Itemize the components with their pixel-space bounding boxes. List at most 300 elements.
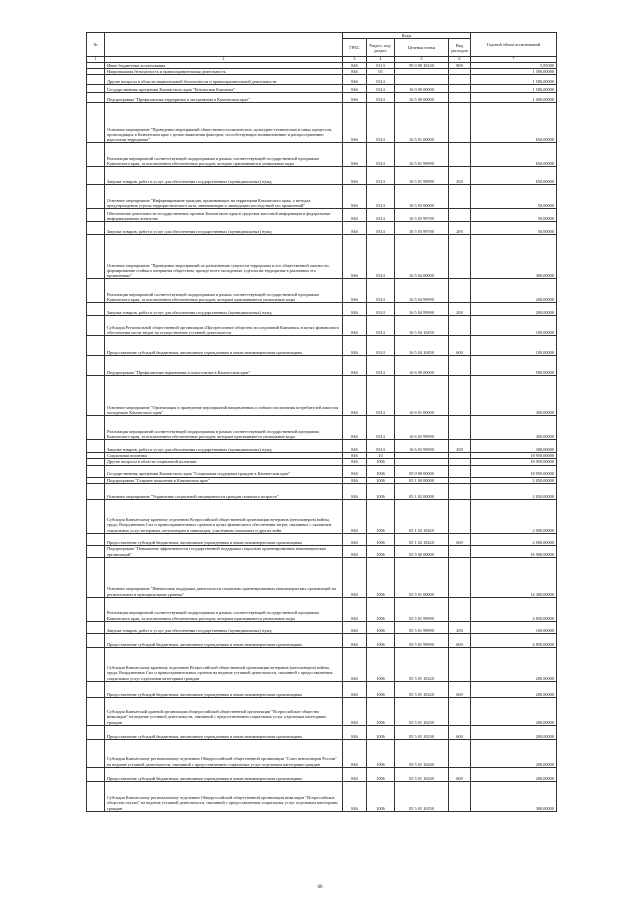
row-grbs-cell: 846	[343, 621, 367, 633]
table-row	[87, 483, 557, 499]
row-name-cell: Основное мероприятие "Управление социальной защищенности граждан пожилого возраста"	[105, 483, 343, 499]
row-grbs-cell: 846	[343, 533, 367, 545]
row-name-cell: Другие вопросы в области социальной политики	[105, 459, 343, 465]
row-section-cell: 0113	[367, 62, 395, 68]
row-grbs-cell: 846	[343, 376, 367, 416]
row-section-cell: 1006	[367, 781, 395, 811]
col-number-5: 5	[395, 57, 449, 63]
table-row	[87, 767, 557, 781]
row-vid-cell	[449, 499, 471, 533]
row-grbs-cell: 846	[343, 597, 367, 621]
row-sum-cell: 200,00000	[471, 725, 557, 739]
col-number-2: 2	[105, 57, 343, 63]
row-sum-cell: 18 950,00000	[471, 459, 557, 465]
row-name-cell: Подпрограмма "Профилактика наркомании и алкоголизма в Камчатском крае"	[105, 356, 343, 376]
row-sum-cell: 300,00000	[471, 235, 557, 279]
row-grbs-cell: 846	[343, 647, 367, 681]
row-grbs-cell: 846	[343, 483, 367, 499]
row-section-cell: 10	[367, 453, 395, 459]
row-number-cell	[87, 376, 105, 416]
row-name-cell: Социальная политика	[105, 453, 343, 459]
row-section-cell: 1006	[367, 633, 395, 647]
row-grbs-cell: 846	[343, 739, 367, 767]
row-grbs-cell: 846	[343, 75, 367, 85]
row-grbs-cell: 846	[343, 303, 367, 316]
row-number-cell	[87, 545, 105, 557]
row-grbs-cell: 846	[343, 336, 367, 356]
row-number-cell	[87, 303, 105, 316]
row-number-cell	[87, 697, 105, 725]
row-number-cell	[87, 440, 105, 453]
row-target-cell: 16 6 03 99990	[395, 416, 449, 440]
row-sum-cell: 1 500,00000	[471, 75, 557, 85]
row-number-cell	[87, 557, 105, 597]
row-section-cell: 0314	[367, 93, 395, 103]
row-sum-cell: 200,00000	[471, 647, 557, 681]
row-sum-cell: 650,00000	[471, 103, 557, 143]
table-row	[87, 440, 557, 453]
row-number-cell	[87, 483, 105, 499]
row-sum-cell: 100,00000	[471, 316, 557, 336]
table-row	[87, 143, 557, 167]
table-row	[87, 85, 557, 93]
col-number-3: 3	[343, 57, 367, 63]
row-sum-cell: 50,00000	[471, 222, 557, 235]
row-name-cell: Реализация мероприятий соответствующей подпрограммы в рамках соответствующей государственной программы Камчатского края, за исключением обеспеченных расходов, которые присваиваются уникальные коды	[105, 143, 343, 167]
table-row	[87, 235, 557, 279]
row-number-cell	[87, 597, 105, 621]
row-number-cell	[87, 499, 105, 533]
row-number-cell	[87, 316, 105, 336]
table-row	[87, 416, 557, 440]
row-vid-cell	[449, 209, 471, 222]
row-grbs-cell: 846	[343, 93, 367, 103]
row-name-cell: Субсидия Региональной общественной организации «Прогрессивное общество исследований Камчатки» в целях финансового обеспечения части затрат на осуществление уставной деятельности	[105, 316, 343, 336]
row-name-cell: Субсидия Камчатскому региональному отделению Общероссийской общественной организации "Союз пенсионеров России" на ведение уставной деятельности, связанной с предоставлением социальных услуг отдельным категориям граждан	[105, 739, 343, 767]
table-row	[87, 303, 557, 316]
row-section-cell: 0314	[367, 167, 395, 185]
row-number-cell	[87, 85, 105, 93]
row-number-cell	[87, 767, 105, 781]
table-row	[87, 93, 557, 103]
col-number-4: 4	[367, 57, 395, 63]
row-section-cell: 1006	[367, 697, 395, 725]
header-target: Целевая статья	[395, 39, 449, 57]
table-row	[87, 316, 557, 336]
row-sum-cell: 100,00000	[471, 621, 557, 633]
row-section-cell: 1006	[367, 739, 395, 767]
row-grbs-cell: 846	[343, 222, 367, 235]
row-name-cell: Государственная программа Камчатского края "Социальная поддержка граждан в Камчатском крае"	[105, 465, 343, 477]
row-target-cell: 05 5 01 99990	[395, 633, 449, 647]
row-number-cell	[87, 621, 105, 633]
row-vid-cell	[449, 647, 471, 681]
row-target-cell: 05 5 01 10240	[395, 767, 449, 781]
row-vid-cell: 600	[449, 533, 471, 545]
row-sum-cell: 18 950,00000	[471, 465, 557, 477]
row-vid-cell	[449, 739, 471, 767]
row-number-cell	[87, 725, 105, 739]
row-grbs-cell: 846	[343, 453, 367, 459]
row-target-cell: 16 0 00 00000	[395, 85, 449, 93]
row-number-cell	[87, 143, 105, 167]
row-vid-cell: 600	[449, 336, 471, 356]
row-section-cell: 0314	[367, 376, 395, 416]
row-number-cell	[87, 279, 105, 303]
header-grbs: ГРБС	[343, 39, 367, 57]
row-vid-cell	[449, 465, 471, 477]
row-grbs-cell: 846	[343, 465, 367, 477]
table-row	[87, 336, 557, 356]
col-number-7: 7	[471, 57, 557, 63]
row-target-cell: 05 5 01 99990	[395, 597, 449, 621]
row-sum-cell: 300,00000	[471, 416, 557, 440]
row-section-cell: 0314	[367, 416, 395, 440]
row-number-cell	[87, 356, 105, 376]
col-number-1: 1	[87, 57, 105, 63]
row-section-cell: 1006	[367, 597, 395, 621]
row-target-cell: 05 5 01 10220	[395, 681, 449, 697]
row-vid-cell: 200	[449, 440, 471, 453]
row-section-cell: 1006	[367, 681, 395, 697]
header-num: №	[87, 33, 105, 57]
row-grbs-cell: 846	[343, 681, 367, 697]
row-grbs-cell: 846	[343, 279, 367, 303]
row-sum-cell: 100,00000	[471, 336, 557, 356]
row-vid-cell: 600	[449, 633, 471, 647]
table-row	[87, 75, 557, 85]
row-section-cell: 1006	[367, 621, 395, 633]
row-sum-cell: 14 300,00000	[471, 557, 557, 597]
row-section-cell: 1006	[367, 465, 395, 477]
row-name-cell: Предоставление субсидий бюджетным, автономным учреждениям и иным некоммерческим организациям	[105, 681, 343, 697]
row-grbs-cell: 846	[343, 62, 367, 68]
row-sum-cell: 2 000,00000	[471, 533, 557, 545]
row-number-cell	[87, 681, 105, 697]
row-section-cell: 0314	[367, 336, 395, 356]
row-grbs-cell: 846	[343, 545, 367, 557]
row-sum-cell: 1 500,00000	[471, 68, 557, 74]
row-vid-cell: 600	[449, 681, 471, 697]
row-name-cell: Подпрограмма "Повышение эффективности государственной поддержки социально ориентированных некоммерческих организаций"	[105, 545, 343, 557]
row-sum-cell: 4 850,00000	[471, 597, 557, 621]
row-number-cell	[87, 93, 105, 103]
row-name-cell: Субсидия Камчатскому краевому отделению Всероссийской общественной организации ветеранов (пенсионеров) войны, труда, Вооруженных Сил и правоохранительных органов на ведение уставной деятельности, связанной с предоставлением социальных услуг отдельным категориям граждан	[105, 647, 343, 681]
row-section-cell: 0314	[367, 440, 395, 453]
row-section-cell: 1006	[367, 533, 395, 545]
row-grbs-cell: 846	[343, 697, 367, 725]
row-vid-cell: 200	[449, 621, 471, 633]
row-number-cell	[87, 75, 105, 85]
row-section-cell: 0314	[367, 222, 395, 235]
row-section-cell: 0314	[367, 356, 395, 376]
row-sum-cell: 500,00000	[471, 356, 557, 376]
row-grbs-cell: 846	[343, 356, 367, 376]
row-target-cell: 16 5 01 99990	[395, 143, 449, 167]
table-row	[87, 739, 557, 767]
table-row	[87, 621, 557, 633]
row-target-cell: 16 5 04 99990	[395, 279, 449, 303]
table-row	[87, 209, 557, 222]
table-row	[87, 465, 557, 477]
row-number-cell	[87, 416, 105, 440]
row-section-cell: 0314	[367, 85, 395, 93]
row-name-cell: Предоставление субсидий бюджетным, автономным учреждениям и иным некоммерческим организациям	[105, 533, 343, 545]
row-sum-cell: 650,00000	[471, 143, 557, 167]
row-sum-cell: 300,00000	[471, 440, 557, 453]
row-target-cell: 16 5 04 99990	[395, 303, 449, 316]
row-number-cell	[87, 103, 105, 143]
table-row	[87, 222, 557, 235]
table-row	[87, 781, 557, 811]
row-vid-cell	[449, 483, 471, 499]
row-sum-cell: 2 000,00000	[471, 499, 557, 533]
row-grbs-cell: 846	[343, 459, 367, 465]
budget-table	[86, 32, 557, 812]
row-target-cell: 16 5 01 99990	[395, 167, 449, 185]
row-section-cell: 1006	[367, 545, 395, 557]
row-section-cell: 0314	[367, 209, 395, 222]
row-grbs-cell: 846	[343, 316, 367, 336]
row-sum-cell: 200,00000	[471, 767, 557, 781]
row-name-cell: Закупка товаров, работ и услуг для обеспечения государственных (муниципальных) нужд	[105, 440, 343, 453]
row-section-cell: 0314	[367, 103, 395, 143]
row-name-cell: Основное мероприятие "Проведение мероприятий общественно-политических, культурно-технических и иных процессов, происходящих в Камчатском крае с целью выявления факторов, способствующих возникновению и распространению идеологии терроризма"	[105, 103, 343, 143]
row-target-cell: 05 5 01 10240	[395, 739, 449, 767]
row-number-cell	[87, 633, 105, 647]
row-vid-cell: 200	[449, 167, 471, 185]
row-name-cell: Закупка товаров, работ и услуг для обеспечения государственных (муниципальных) нужд	[105, 222, 343, 235]
row-target-cell: 16 5 03 00000	[395, 185, 449, 209]
row-name-cell: Закупка товаров, работ и услуг для обеспечения государственных (муниципальных) нужд	[105, 167, 343, 185]
row-section-cell: 0314	[367, 235, 395, 279]
row-name-cell: Подпрограмма "Профилактика терроризма и экстремизма в Камчатском крае"	[105, 93, 343, 103]
row-target-cell: 05 5 01 10230	[395, 725, 449, 739]
row-name-cell: Основное мероприятие "Информирование граждан, проживающих на территории Камчатского края, о методах предупреждения угрозы террористического акта, минимизации и ликвидации последствий его проявлений"	[105, 185, 343, 209]
row-vid-cell	[449, 93, 471, 103]
row-section-cell: 1006	[367, 647, 395, 681]
table-body	[87, 62, 557, 811]
row-name-cell: Реализация мероприятий соответствующей подпрограммы в рамках соответствующей государственной программы Камчатского края, за исключением обеспеченных расходов, которым присваиваются уникальные коды	[105, 597, 343, 621]
table-row	[87, 279, 557, 303]
row-section-cell: 0314	[367, 279, 395, 303]
row-vid-cell: 200	[449, 303, 471, 316]
row-number-cell	[87, 336, 105, 356]
table-row	[87, 545, 557, 557]
row-name-cell: Иные бюджетные ассигнования	[105, 62, 343, 68]
row-target-cell: 05 0 00 00000	[395, 465, 449, 477]
row-name-cell: Реализация мероприятий соответствующей подпрограммы в рамках соответствующей государственной программы Камчатского края, за исключением обеспеченных расходов, которым присваиваются уникальные коды	[105, 279, 343, 303]
row-name-cell: Субсидия Камчатской краевой организации общероссийской общественной организации "Всероссийское общество инвалидов" на ведение уставной деятельности, связанной с предоставлением социальных услуг отдельным категориям граждан	[105, 697, 343, 725]
header-vid: Вид расходов	[449, 39, 471, 57]
row-name-cell: Подпрограмма "Старшее поколение в Камчатском крае"	[105, 477, 343, 483]
row-vid-cell: 600	[449, 767, 471, 781]
header-name	[105, 33, 343, 57]
table-row	[87, 376, 557, 416]
row-target-cell: 05 5 01 10220	[395, 647, 449, 681]
header-total: Годовой объем ассигнований	[471, 33, 557, 57]
row-vid-cell	[449, 356, 471, 376]
row-target-cell: 05 1 02 00000	[395, 483, 449, 499]
row-grbs-cell: 846	[343, 477, 367, 483]
table-row	[87, 185, 557, 209]
table-row	[87, 697, 557, 725]
row-target-cell: 16 5 04 00000	[395, 235, 449, 279]
row-grbs-cell: 846	[343, 167, 367, 185]
row-grbs-cell: 846	[343, 725, 367, 739]
row-section-cell: 0314	[367, 303, 395, 316]
row-vid-cell	[449, 597, 471, 621]
row-target-cell: 05 5 01 99990	[395, 621, 449, 633]
row-sum-cell: 300,00000	[471, 781, 557, 811]
row-vid-cell	[449, 103, 471, 143]
row-sum-cell: 2 050,00000	[471, 477, 557, 483]
row-grbs-cell: 846	[343, 440, 367, 453]
table-row	[87, 103, 557, 143]
row-section-cell: 1006	[367, 483, 395, 499]
row-target-cell: 16 5 03 99700	[395, 209, 449, 222]
row-sum-cell: 18 950,00000	[471, 453, 557, 459]
row-target-cell: 16 5 03 99700	[395, 222, 449, 235]
row-target-cell: 16 6 03 99990	[395, 440, 449, 453]
row-number-cell	[87, 185, 105, 209]
row-grbs-cell: 846	[343, 499, 367, 533]
row-grbs-cell: 846	[343, 633, 367, 647]
row-grbs-cell: 846	[343, 209, 367, 222]
row-grbs-cell: 846	[343, 85, 367, 93]
table-row	[87, 167, 557, 185]
row-target-cell: 99 0 00 10140	[395, 62, 449, 68]
row-target-cell: 16 5 04 10450	[395, 336, 449, 356]
row-vid-cell	[449, 75, 471, 85]
row-name-cell: Национальная безопасность и правоохранительная деятельность	[105, 68, 343, 74]
row-sum-cell: 1 000,00000	[471, 93, 557, 103]
row-vid-cell: 600	[449, 725, 471, 739]
row-section-cell: 1006	[367, 459, 395, 465]
row-name-cell: Закупка товаров, работ и услуг для обеспечения государственных (муниципальных) нужд	[105, 621, 343, 633]
table-row	[87, 633, 557, 647]
row-target-cell: 05 5 01 10250	[395, 781, 449, 811]
row-vid-cell	[449, 376, 471, 416]
row-sum-cell: 1 500,00000	[471, 85, 557, 93]
row-section-cell: 0314	[367, 143, 395, 167]
row-target-cell: 05 5 01 10230	[395, 697, 449, 725]
row-name-cell: Государственная программа Камчатского края "Безопасная Камчатка"	[105, 85, 343, 93]
row-target-cell: 16 6 01 00000	[395, 376, 449, 416]
row-sum-cell: 5,85000	[471, 62, 557, 68]
row-name-cell: Реализация мероприятий соответствующей подпрограммы в рамках соответствующей государственной программы Камчатского края, за исключением обеспеченных расходов, которым присваиваются уникальные коды	[105, 416, 343, 440]
row-target-cell: 05 5 00 00000	[395, 545, 449, 557]
row-number-cell	[87, 533, 105, 545]
row-vid-cell	[449, 416, 471, 440]
row-vid-cell	[449, 185, 471, 209]
row-sum-cell: 200,00000	[471, 739, 557, 767]
table-row	[87, 725, 557, 739]
row-name-cell: Основное мероприятие "Организация и проведение мероприятий направленных и гибкого воспитания потребителей алкоголя молодежью Камчатского края"	[105, 376, 343, 416]
row-grbs-cell: 846	[343, 185, 367, 209]
row-number-cell	[87, 739, 105, 767]
table-row	[87, 533, 557, 545]
row-sum-cell: 2 050,00000	[471, 483, 557, 499]
row-section-cell: 1006	[367, 767, 395, 781]
table-row	[87, 681, 557, 697]
table-row	[87, 597, 557, 621]
row-vid-cell	[449, 557, 471, 597]
row-name-cell: Обеспечение деятельности государственных органов Камчатского края в средствах массовой информации и федеральные информационные агентства	[105, 209, 343, 222]
row-grbs-cell: 846	[343, 767, 367, 781]
row-grbs-cell: 846	[343, 557, 367, 597]
row-section-cell: 1006	[367, 477, 395, 483]
row-sum-cell: 16 900,00000	[471, 545, 557, 557]
header-codes: Коды	[343, 33, 471, 39]
row-name-cell: Предоставление субсидий бюджетным, автономным учреждениям и иным некоммерческим организациям	[105, 725, 343, 739]
row-section-cell: 0314	[367, 185, 395, 209]
row-sum-cell: 300,00000	[471, 376, 557, 416]
budget-table-sheet	[86, 32, 556, 812]
row-grbs-cell: 846	[343, 103, 367, 143]
row-name-cell: Субсидия Камчатскому краевому отделению Всероссийской общественной организации ветеранов (пенсионеров) войны, труда, Вооруженных Сил и правоохранительных органов в целях финансового обеспечения затрат, связанных с оказанием социальных услуг ветеранам, пенсионерам и инвалидам, участникам локальных и других войн	[105, 499, 343, 533]
row-number-cell	[87, 222, 105, 235]
row-sum-cell: 50,00000	[471, 209, 557, 222]
row-grbs-cell: 846	[343, 781, 367, 811]
row-section-cell: 03	[367, 68, 395, 74]
row-name-cell: Предоставление субсидий бюджетным, автономным учреждениям и иным некоммерческим организациям	[105, 767, 343, 781]
row-section-cell: 1006	[367, 499, 395, 533]
row-section-cell: 1006	[367, 557, 395, 597]
row-sum-cell: 200,00000	[471, 681, 557, 697]
row-sum-cell: 200,00000	[471, 279, 557, 303]
header-section: Раздел, под-раздел	[367, 39, 395, 57]
row-grbs-cell: 846	[343, 416, 367, 440]
table-row	[87, 647, 557, 681]
row-target-cell: 16 5 00 00000	[395, 93, 449, 103]
row-target-cell: 05 1 00 00000	[395, 477, 449, 483]
row-target-cell: 05 1 02 10420	[395, 533, 449, 545]
row-name-cell: Основное мероприятие "Финансовая поддержка деятельности социально ориентированных некоммерческих организаций на региональном и муниципальном уровнях"	[105, 557, 343, 597]
row-vid-cell	[449, 235, 471, 279]
row-number-cell	[87, 781, 105, 811]
row-number-cell	[87, 209, 105, 222]
row-grbs-cell: 846	[343, 68, 367, 74]
row-section-cell: 0314	[367, 316, 395, 336]
row-number-cell	[87, 167, 105, 185]
row-name-cell: Предоставление субсидий бюджетным, автономным учреждениям и иным некоммерческим организациям	[105, 633, 343, 647]
table-row	[87, 499, 557, 533]
table-row	[87, 557, 557, 597]
row-number-cell	[87, 465, 105, 477]
row-vid-cell	[449, 85, 471, 93]
row-target-cell: 16 5 01 00000	[395, 103, 449, 143]
row-sum-cell: 650,00000	[471, 167, 557, 185]
row-vid-cell	[449, 697, 471, 725]
row-number-cell	[87, 647, 105, 681]
col-number-6: 6	[449, 57, 471, 63]
row-vid-cell	[449, 781, 471, 811]
row-vid-cell	[449, 143, 471, 167]
row-vid-cell	[449, 545, 471, 557]
row-sum-cell: 200,00000	[471, 697, 557, 725]
row-name-cell: Субсидия Камчатскому региональному отделению Общероссийской общественной организации инвалидов "Всероссийское общество глухих" на ведение уставной деятельности, связанной с предоставлением социальных услуг отдельным категориям граждан	[105, 781, 343, 811]
row-name-cell: Предоставление субсидий бюджетным, автономным учреждениям и иным некоммерческим организациям	[105, 336, 343, 356]
table-row	[87, 356, 557, 376]
row-vid-cell: 200	[449, 222, 471, 235]
row-sum-cell: 4 850,00000	[471, 633, 557, 647]
row-target-cell: 16 5 04 10450	[395, 316, 449, 336]
row-name-cell: Закупка товаров, работ и услуг для обеспечения государственных (муниципальных) нужд	[105, 303, 343, 316]
row-grbs-cell: 846	[343, 235, 367, 279]
row-section-cell: 0314	[367, 75, 395, 85]
row-target-cell	[395, 75, 449, 85]
